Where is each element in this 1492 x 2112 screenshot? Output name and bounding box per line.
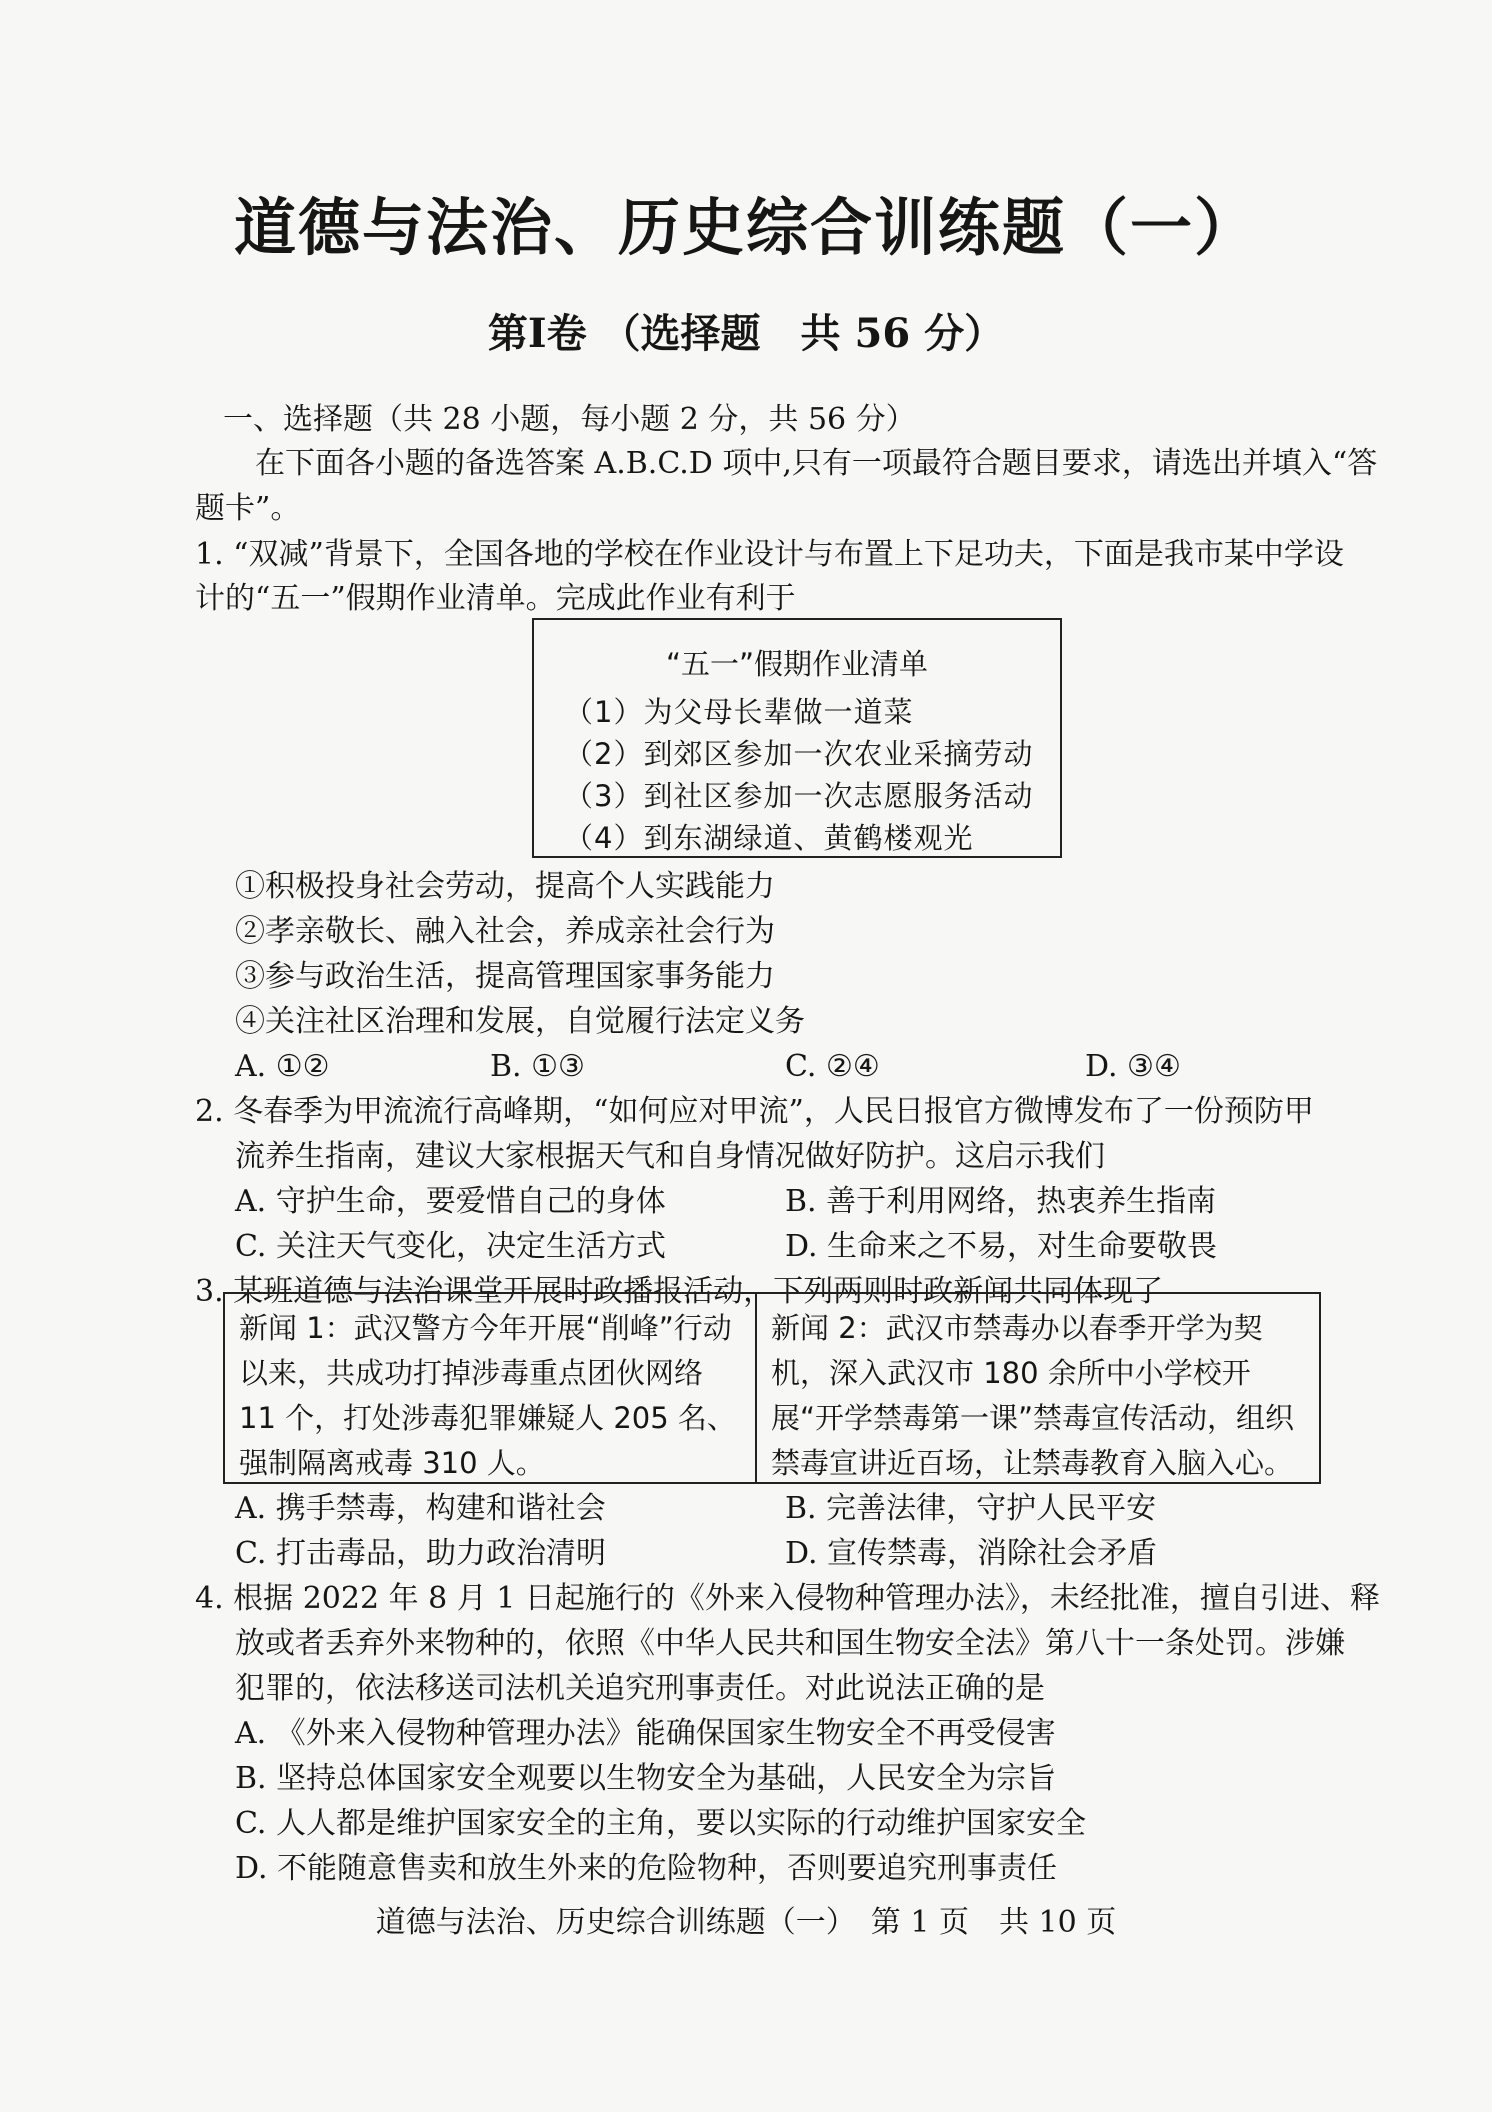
q4-stem-line-3: 犯罪的，依法移送司法机关追究刑事责任。对此说法正确的是	[235, 1671, 1045, 1706]
q1-stem-line-2: 计的“五一”假期作业清单。完成此作业有利于	[195, 581, 796, 616]
section-heading: 一、选择题（共 28 小题，每小题 2 分，共 56 分）	[223, 402, 916, 437]
homework-item: （4）到东湖绿道、黄鹤楼观光	[564, 821, 974, 855]
q4-option-a: A. 《外来入侵物种管理办法》能确保国家生物安全不再受侵害	[235, 1716, 1056, 1751]
page-title: 道德与法治、历史综合训练题（一）	[233, 191, 1258, 264]
q4-option-d: D. 不能随意售卖和放生外来的危险物种，否则要追究刑事责任	[235, 1851, 1058, 1886]
q1-option-c: C. ②④	[785, 1049, 880, 1084]
news-box	[223, 1292, 1321, 1484]
q3-option-b: B. 完善法律，守护人民平安	[785, 1491, 1157, 1526]
q4-stem-line-1: 4. 根据 2022 年 8 月 1 日起施行的《外来入侵物种管理办法》，未经批准，擅自引进、释	[195, 1581, 1380, 1616]
q1-statement-1: ①积极投身社会劳动，提高个人实践能力	[235, 869, 775, 904]
q2-option-d: D. 生命来之不易，对生命要敬畏	[785, 1229, 1218, 1264]
q1-option-d: D. ③④	[1085, 1049, 1181, 1084]
news-2: 新闻 2：武汉市禁毒办以春季开学为契机，深入武汉市 180 余所中小学校开展“开学禁毒第一课”禁毒宣传活动，组织禁毒宣讲近百场，让禁毒教育入脑入心。	[771, 1311, 1295, 1480]
q1-option-b: B. ①③	[490, 1049, 585, 1084]
q1-statement-3: ③参与政治生活，提高管理国家事务能力	[235, 959, 775, 994]
instruction-line-2: 题卡”。	[195, 491, 301, 526]
q4-option-b: B. 坚持总体国家安全观要以生物安全为基础，人民安全为宗旨	[235, 1761, 1057, 1796]
homework-list-box	[532, 618, 1062, 858]
q2-stem-line-1: 2. 冬春季为甲流流行高峰期，“如何应对甲流”，人民日报官方微博发布了一份预防甲	[195, 1094, 1314, 1129]
q1-option-a: A. ①②	[235, 1049, 330, 1084]
q3-stem: 3. 某班道德与法治课堂开展时政播报活动，下列两则时政新闻共同体现了	[195, 1274, 1164, 1309]
q1-statement-4: ④关注社区治理和发展，自觉履行法定义务	[235, 1004, 805, 1039]
q1-statement-2: ②孝亲敬长、融入社会，养成亲社会行为	[235, 914, 775, 949]
page-footer: 道德与法治、历史综合训练题（一） 第 1 页 共 10 页	[375, 1905, 1117, 1940]
homework-item: （2）到郊区参加一次农业采摘劳动	[564, 737, 1034, 771]
q3-option-c: C. 打击毒品，助力政治清明	[235, 1536, 606, 1571]
q3-option-a: A. 携手禁毒，构建和谐社会	[235, 1491, 606, 1526]
q4-option-c: C. 人人都是维护国家安全的主角，要以实际的行动维护国家安全	[235, 1806, 1086, 1841]
q3-option-d: D. 宣传禁毒，消除社会矛盾	[785, 1536, 1158, 1571]
q2-option-c: C. 关注天气变化，决定生活方式	[235, 1229, 666, 1264]
part-subtitle: 第Ⅰ卷 （选择题 共 56 分）	[487, 310, 1005, 357]
q2-option-b: B. 善于利用网络，热衷养生指南	[785, 1184, 1217, 1219]
instruction-line-1: 在下面各小题的备选答案 A.B.C.D 项中,只有一项最符合题目要求，请选出并填入“答	[255, 446, 1378, 481]
news-1: 新闻 1：武汉警方今年开展“削峰”行动以来，共成功打掉涉毒重点团伙网络 11 个，打处涉毒犯罪嫌疑人 205 名、强制隔离戒毒 310 人。	[225, 1294, 757, 1482]
homework-list-title: “五一”假期作业清单	[665, 647, 929, 681]
q1-stem-line-1: 1. “双减”背景下，全国各地的学校在作业设计与布置上下足功夫，下面是我市某中学设	[195, 537, 1344, 572]
homework-item: （3）到社区参加一次志愿服务活动	[564, 779, 1034, 813]
q2-stem-line-2: 流养生指南，建议大家根据天气和自身情况做好防护。这启示我们	[235, 1139, 1105, 1174]
q4-stem-line-2: 放或者丢弃外来物种的，依照《中华人民共和国生物安全法》第八十一条处罚。涉嫌	[235, 1626, 1345, 1661]
q2-option-a: A. 守护生命，要爱惜自己的身体	[235, 1184, 666, 1219]
homework-item: （1）为父母长辈做一道菜	[564, 695, 914, 729]
